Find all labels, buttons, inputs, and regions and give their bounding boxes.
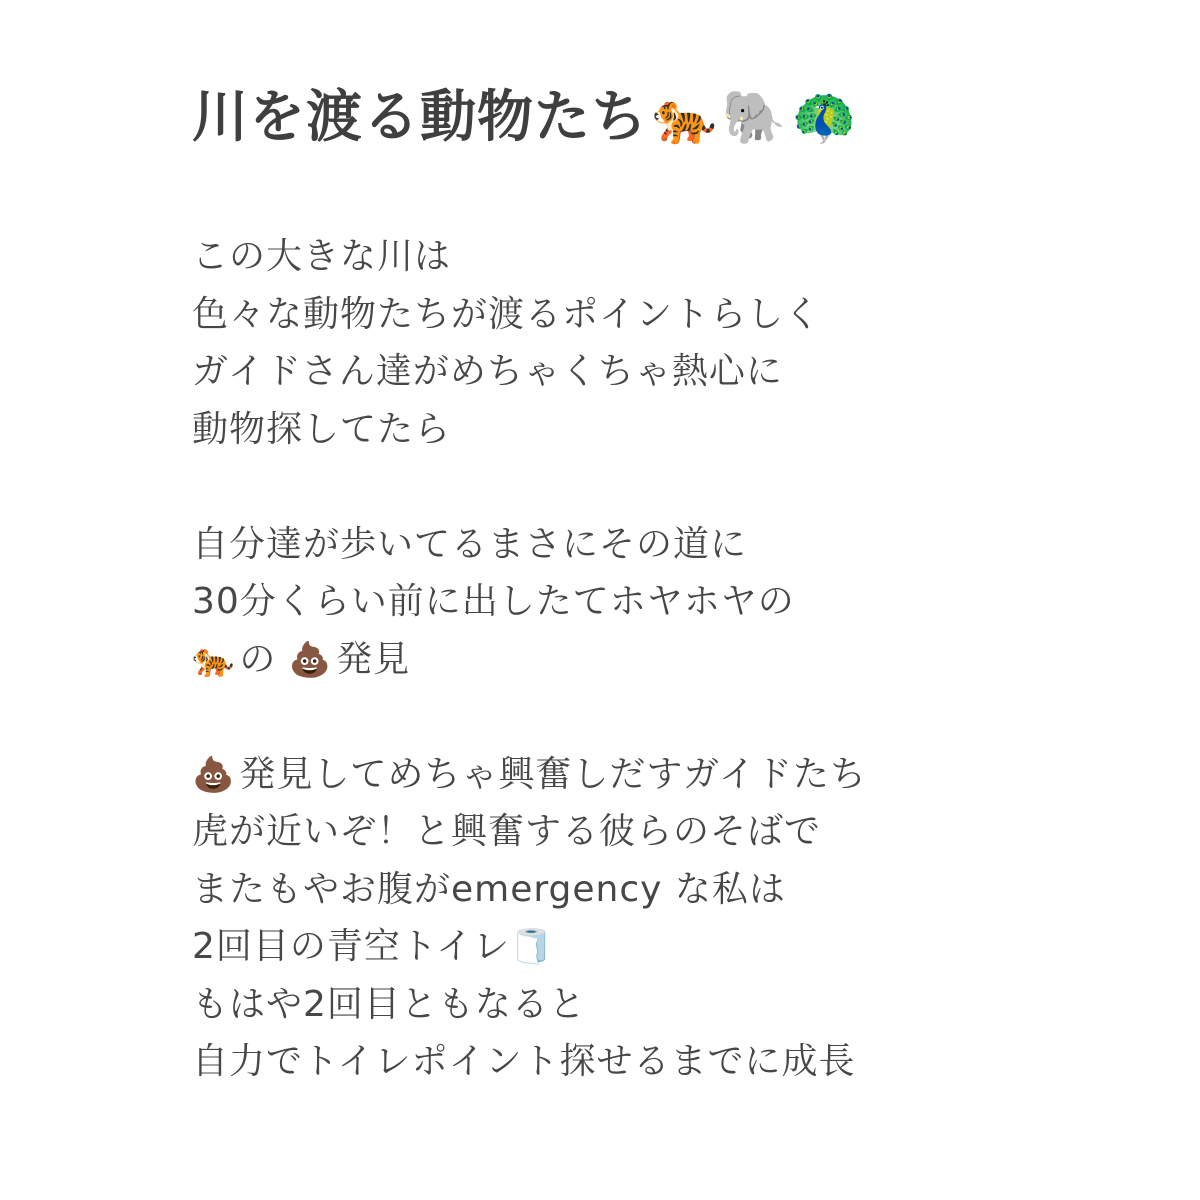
- toilet-paper-icon: 🧻: [510, 927, 554, 967]
- body-line-emoji: [192, 631, 1152, 689]
- body-text: の: [239, 638, 277, 680]
- post-body: [192, 228, 1152, 1091]
- body-text: 発見してめちゃ興奮しだすガイドたち: [239, 753, 867, 795]
- peacock-icon: 🦚: [791, 88, 858, 148]
- tiger-icon: 🐅: [652, 88, 718, 148]
- post-title: [192, 82, 857, 154]
- poop-icon: 💩: [192, 754, 236, 795]
- tiger-icon: 🐅: [192, 639, 236, 680]
- body-text: 2回目の青空トイレ: [192, 926, 511, 967]
- body-line: 30分くらい前に出したてホヤホヤの: [192, 581, 795, 622]
- title-text: 川を渡る動物たち: [192, 85, 648, 150]
- body-line: 色々な動物たちが渡るポイントらしく: [192, 293, 822, 335]
- body-line: ガイドさん達がめちゃくちゃ熱心に: [192, 351, 783, 392]
- body-line: 虎が近いぞ！と興奮する彼らのそばで: [192, 811, 822, 852]
- paragraph-gap: [192, 458, 1152, 516]
- body-line: 動物探してたら: [192, 408, 452, 450]
- body-line: この大きな川は: [192, 236, 452, 277]
- elephant-icon: 🐘: [721, 88, 788, 148]
- body-line-emoji: [192, 746, 1152, 804]
- paragraph-gap: [192, 688, 1152, 746]
- poop-icon: 💩: [288, 639, 333, 680]
- body-line: またもやお腹がemergency な私は: [192, 868, 786, 910]
- body-text: 発見: [336, 638, 411, 680]
- body-line: 自分達が歩いてるまさにその道に: [192, 523, 748, 565]
- body-line: 自力でトイレポイント探せるまでに成長: [192, 1041, 856, 1082]
- body-line-emoji: [192, 918, 1152, 976]
- body-line: もはや2回目ともなると: [192, 983, 586, 1025]
